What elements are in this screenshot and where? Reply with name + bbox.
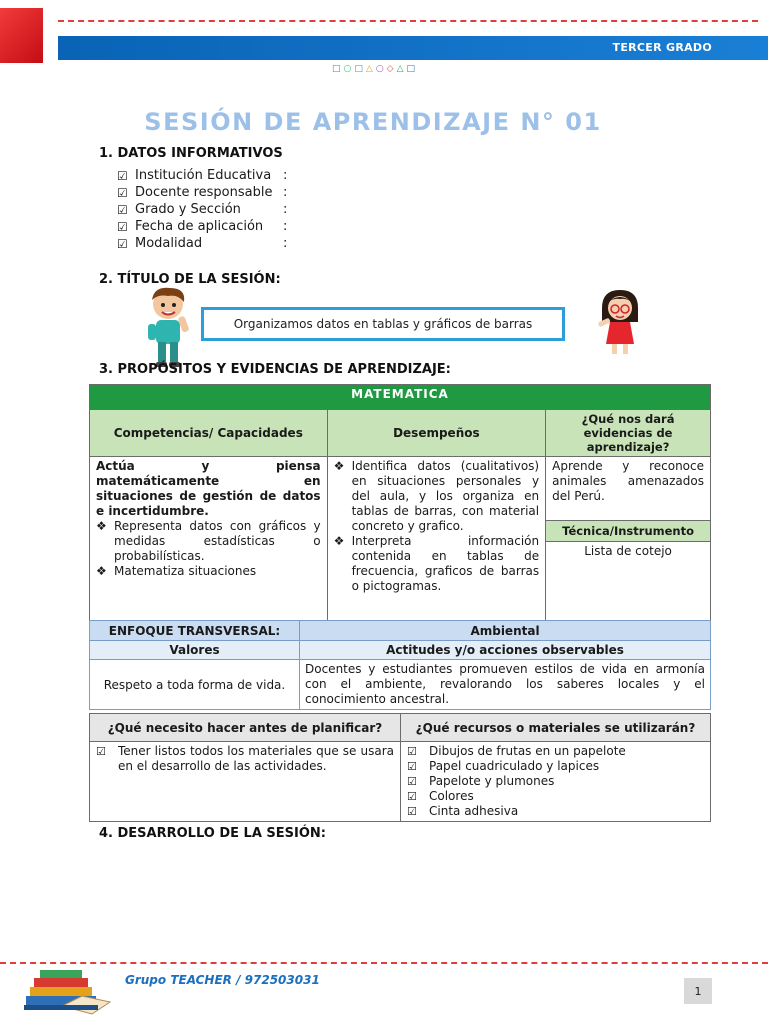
competencias-cell bbox=[90, 457, 328, 621]
competencias-table bbox=[89, 384, 711, 621]
antes-list bbox=[96, 744, 394, 774]
checkbox-icon: ☑ bbox=[407, 745, 417, 758]
info-label: Docente responsable bbox=[135, 185, 273, 200]
list-item bbox=[96, 744, 394, 774]
bullet-diamond-icon: ❖ bbox=[96, 519, 107, 533]
col-recursos: ¿Qué recursos o materiales se utilizarán? bbox=[401, 714, 711, 742]
checkbox-icon: ☑ bbox=[407, 805, 417, 818]
list-item bbox=[96, 564, 321, 579]
list-item bbox=[334, 459, 540, 534]
competencia-text: Actúa y piensa matemáticamente en situaciones de gestión de datos e incertidumbre. bbox=[96, 459, 321, 518]
list-item bbox=[407, 744, 704, 759]
red-corner-decoration bbox=[0, 8, 43, 63]
info-row bbox=[117, 235, 287, 252]
list-item-text: Colores bbox=[429, 789, 474, 803]
valor-text: Respeto a toda forma de vida. bbox=[90, 660, 300, 710]
col-antes: ¿Qué necesito hacer antes de planificar? bbox=[90, 714, 401, 742]
capacidades-list bbox=[96, 519, 321, 579]
info-row bbox=[117, 218, 287, 235]
boy-illustration-icon bbox=[144, 286, 196, 370]
shape-icon: □ bbox=[406, 64, 417, 74]
info-label: Fecha de aplicación bbox=[135, 219, 264, 234]
list-item-text: Representa datos con gráficos y medidas estadísticas o probabilísticas. bbox=[114, 519, 321, 563]
list-item bbox=[334, 534, 540, 594]
enfoque-label: ENFOQUE TRANSVERSAL: bbox=[90, 621, 300, 641]
shape-icon: ◇ bbox=[386, 64, 395, 74]
enfoque-table bbox=[89, 620, 711, 710]
shape-icon: ○ bbox=[375, 64, 385, 74]
desempenos-list bbox=[334, 459, 540, 594]
checkbox-icon: ☑ bbox=[117, 236, 128, 251]
list-item-text: Papelote y plumones bbox=[429, 774, 555, 788]
footer-group: Grupo TEACHER / 972503031 bbox=[125, 973, 320, 987]
evidencia-text: Aprende y reconoce animales amenazados del Perú. bbox=[552, 459, 704, 503]
girl-illustration-icon bbox=[596, 288, 644, 356]
list-item-text: Papel cuadriculado y lapices bbox=[429, 759, 600, 773]
recursos-cell bbox=[401, 742, 711, 822]
actitud-text: Docentes y estudiantes promueven estilos de vida en armonía con el ambiente, revalorando los saberes locales y el conocimiento ancestral. bbox=[300, 660, 711, 710]
info-row bbox=[117, 184, 287, 201]
info-label: Modalidad bbox=[135, 236, 203, 251]
list-item bbox=[407, 789, 704, 804]
bullet-diamond-icon: ❖ bbox=[333, 534, 345, 548]
list-item-text: Identifica datos (cualitativos) en situaciones personales y del aula, y los organiza en tablas de barras, con material concreto y grafico. bbox=[351, 459, 540, 533]
section-2-heading: 2. TÍTULO DE LA SESIÓN: bbox=[99, 272, 281, 287]
info-separator: : bbox=[283, 202, 288, 217]
list-item-text: Interpreta información contenida en tablas de frecuencia, graficos de barras o pictogramas. bbox=[351, 534, 540, 593]
books-illustration-icon bbox=[22, 966, 114, 1016]
section-3-heading: 3. PROPÓSITOS Y EVIDENCIAS DE APRENDIZAJE: bbox=[99, 362, 451, 377]
grade-label: TERCER GRADO bbox=[612, 41, 712, 54]
list-item-text: Dibujos de frutas en un papelote bbox=[429, 744, 626, 758]
area-header: MATEMATICA bbox=[90, 385, 711, 410]
shape-icon: □ bbox=[332, 64, 342, 74]
info-label: Grado y Sección bbox=[135, 202, 241, 217]
checkbox-icon: ☑ bbox=[117, 219, 128, 234]
evidencias-cell bbox=[546, 457, 711, 621]
info-label: Institución Educativa bbox=[135, 168, 272, 183]
bottom-dashed-line bbox=[0, 962, 768, 964]
col-valores: Valores bbox=[90, 641, 300, 660]
antes-cell bbox=[90, 742, 401, 822]
page-number: 1 bbox=[684, 978, 712, 1004]
shape-icon: □ bbox=[354, 64, 364, 74]
col-competencias: Competencias/ Capacidades bbox=[90, 410, 328, 457]
shape-icon: △ bbox=[365, 64, 374, 74]
bullet-diamond-icon: ❖ bbox=[96, 564, 107, 578]
info-separator: : bbox=[283, 236, 288, 251]
shapes-decoration bbox=[332, 64, 418, 74]
info-separator: : bbox=[283, 219, 288, 234]
planificacion-table bbox=[89, 713, 711, 822]
section-1-heading: 1. DATOS INFORMATIVOS bbox=[99, 146, 283, 161]
top-dashed-line bbox=[58, 20, 758, 22]
checkbox-icon: ☑ bbox=[407, 760, 417, 773]
col-desempenos: Desempeños bbox=[327, 410, 546, 457]
page-title: SESIÓN DE APRENDIZAJE N° 01 bbox=[144, 108, 602, 136]
info-separator: : bbox=[283, 185, 288, 200]
header-bar bbox=[58, 36, 768, 60]
tecnica-label: Técnica/Instrumento bbox=[546, 520, 710, 542]
recursos-list bbox=[407, 744, 704, 819]
checkbox-icon: ☑ bbox=[117, 168, 128, 183]
enfoque-value: Ambiental bbox=[300, 621, 711, 641]
info-list bbox=[117, 167, 287, 252]
list-item bbox=[407, 759, 704, 774]
checkbox-icon: ☑ bbox=[407, 790, 417, 803]
checkbox-icon: ☑ bbox=[407, 775, 417, 788]
info-row bbox=[117, 167, 287, 184]
checkbox-icon: ☑ bbox=[96, 745, 106, 758]
desempenos-cell bbox=[327, 457, 546, 621]
list-item-text: Tener listos todos los materiales que se usara en el desarrollo de las actividades. bbox=[118, 744, 394, 773]
col-actitudes: Actitudes y/o acciones observables bbox=[300, 641, 711, 660]
col-evidencias: ¿Qué nos dará evidencias de aprendizaje? bbox=[546, 410, 711, 457]
list-item-text: Cinta adhesiva bbox=[429, 804, 519, 818]
info-separator: : bbox=[283, 168, 288, 183]
list-item-text: Matematiza situaciones bbox=[114, 564, 257, 578]
info-row bbox=[117, 201, 287, 218]
checkbox-icon: ☑ bbox=[117, 202, 128, 217]
shape-icon: △ bbox=[396, 64, 405, 74]
list-item bbox=[96, 519, 321, 564]
list-item bbox=[407, 804, 704, 819]
session-title-box: Organizamos datos en tablas y gráficos de barras bbox=[201, 307, 565, 341]
bullet-diamond-icon: ❖ bbox=[333, 459, 345, 473]
shape-icon: ○ bbox=[343, 64, 353, 74]
checkbox-icon: ☑ bbox=[117, 185, 128, 200]
list-item bbox=[407, 774, 704, 789]
section-4-heading: 4. DESARROLLO DE LA SESIÓN: bbox=[99, 826, 326, 841]
instrumento-text: Lista de cotejo bbox=[584, 544, 672, 558]
